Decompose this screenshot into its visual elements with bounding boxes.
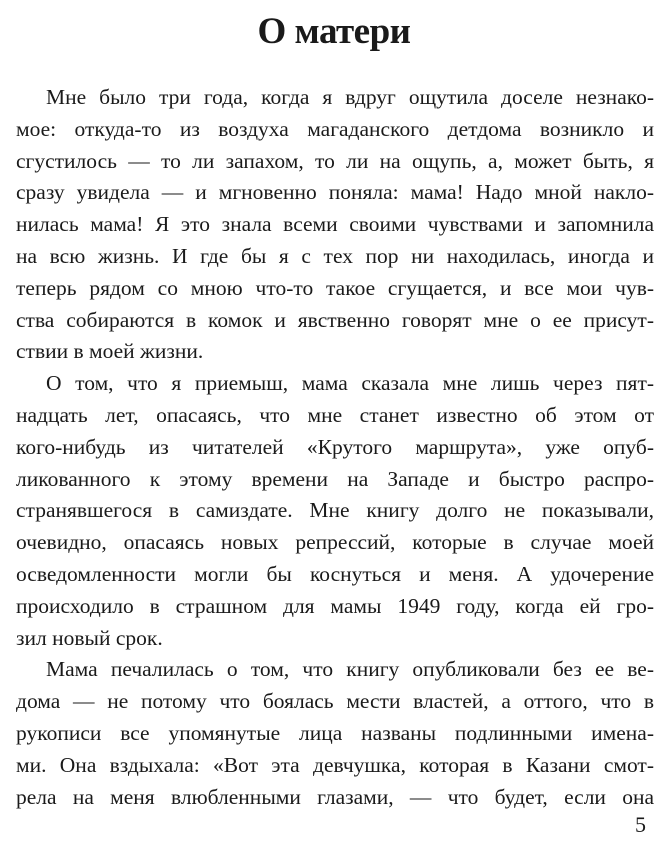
text-line: теперь рядом со мною что-то такое сгущается, и все мои чув-	[16, 275, 654, 300]
text-line: нилась мама! Я это знала всеми своими чувствами и запомнила	[16, 212, 654, 237]
text-line: зил новый срок.	[16, 625, 163, 650]
text-line: О том, что я приемыш, мама сказала мне лишь через пят-	[46, 371, 654, 396]
text-line: кого-нибудь из читателей «Крутого маршрута», уже опуб-	[16, 434, 654, 459]
text-line: ствии в моей жизни.	[16, 339, 204, 364]
text-line: осведомленности могли бы коснуться и меня. А удочерение	[16, 561, 654, 586]
text-line: происходило в страшном для мамы 1949 году, когда ей гро-	[16, 593, 654, 618]
text-line: на всю жизнь. И где бы я с тех пор ни находилась, иногда и	[16, 243, 654, 268]
text-line: очевидно, опасаясь новых репрессий, которые в случае моей	[16, 530, 654, 555]
text-line: рела на меня влюбленными глазами, — что будет, если она	[16, 784, 654, 809]
text-line: рукописи все упомянутые лица названы подлинными имена-	[16, 720, 654, 745]
paragraph-2	[16, 368, 654, 654]
text-line: странявшегося в самиздате. Мне книгу долго не показывали,	[16, 498, 654, 523]
text-line: Мама печалилась о том, что книгу опубликовали без ее ве-	[46, 657, 654, 682]
paragraph-1	[16, 82, 654, 368]
paragraph-3	[16, 654, 654, 813]
text-line: мое: откуда-то из воздуха магаданского детдома возникло и	[16, 116, 654, 141]
text-line: ства собираются в комок и явственно говорят мне о ее присут-	[16, 307, 654, 332]
text-line: сразу увидела — и мгновенно поняла: мама! Надо мной накло-	[16, 180, 654, 205]
text-line: Мне было три года, когда я вдруг ощутила доселе незнако-	[46, 85, 654, 109]
text-line: дома — не потому что боялась мести властей, а оттого, что в	[16, 689, 654, 714]
text-line: надцать лет, опасаясь, что мне станет известно об этом от	[16, 402, 654, 427]
text-line: ликованного к этому времени на Западе и быстро распро-	[16, 466, 654, 491]
page-number: 5	[635, 812, 646, 837]
chapter-title: О матери	[257, 11, 411, 52]
text-line: сгустилось — то ли запахом, то ли на ощупь, а, может быть, я	[16, 148, 654, 173]
text-line: ми. Она вздыхала: «Вот эта девчушка, которая в Казани смот-	[16, 752, 654, 777]
body-text	[16, 82, 654, 813]
